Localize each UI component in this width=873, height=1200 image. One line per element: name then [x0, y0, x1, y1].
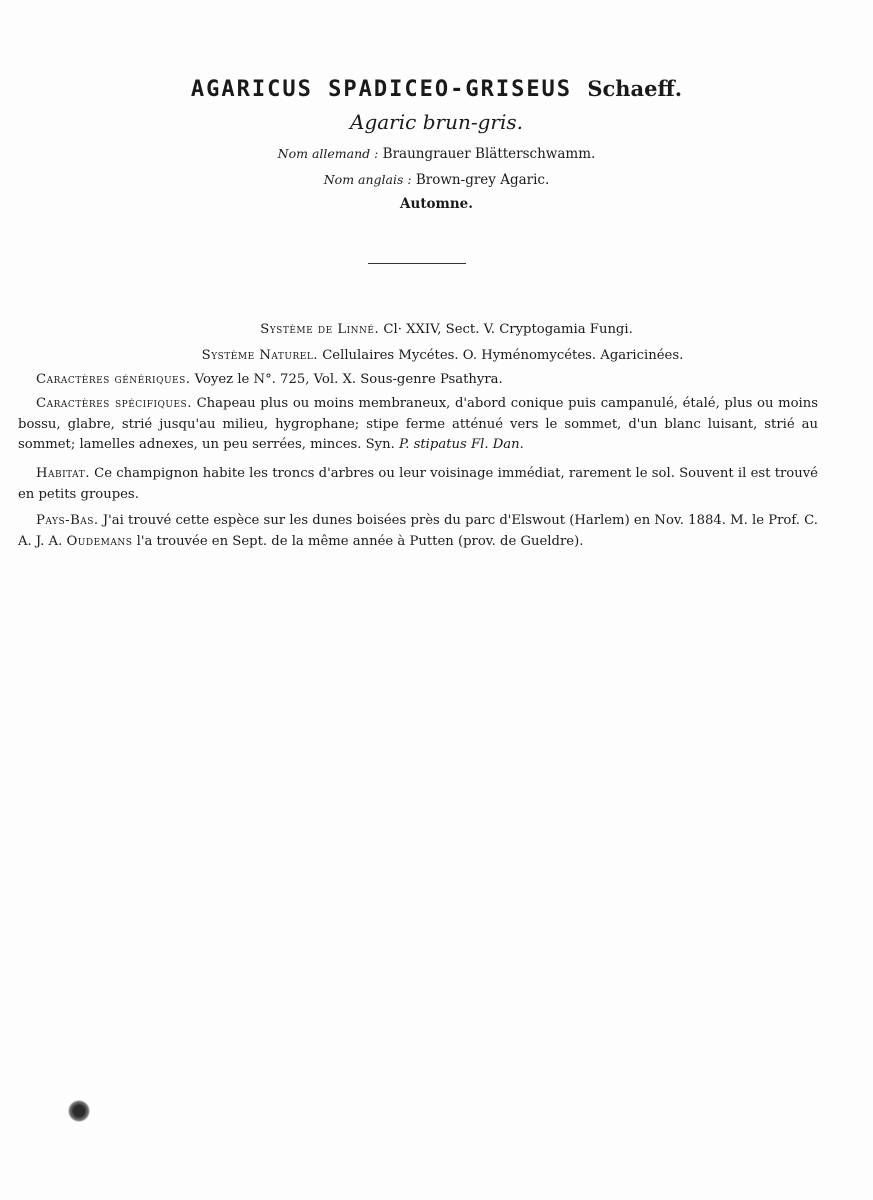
- natural-system-text: Cellulaires Mycétes. O. Hyménomycétes. Agaricinées.: [322, 348, 684, 363]
- linne-system-label: Système de Linné.: [260, 322, 380, 337]
- habitat-paragraph: [18, 464, 818, 505]
- natural-system-label: Système Naturel.: [201, 348, 318, 363]
- german-name-value: Braungrauer Blätterschwamm.: [382, 146, 596, 162]
- section-divider: [368, 263, 466, 264]
- english-name-line: [0, 170, 873, 190]
- species-author: Schaeff.: [587, 76, 683, 101]
- oudemans-name: Oudemans: [66, 533, 133, 549]
- german-name-label: Nom allemand :: [277, 146, 379, 161]
- habitat-label: Habitat.: [36, 466, 90, 481]
- specific-characters-label: Caractères spécifiques.: [36, 396, 192, 411]
- linne-system-paragraph: [0, 320, 873, 341]
- ink-spot: [68, 1100, 90, 1122]
- netherlands-text-after: l'a trouvée en Sept. de la même année à Putten (prov. de Gueldre).: [136, 533, 584, 549]
- english-name-value: Brown-grey Agaric.: [415, 172, 550, 188]
- habitat-text: Ce champignon habite les troncs d'arbres ou leur voisinage immédiat, rarement le sol. Souvent il est trouvé en petits groupes.: [18, 466, 818, 502]
- natural-system-paragraph: [0, 346, 873, 367]
- netherlands-label: Pays-Bas.: [36, 513, 99, 528]
- species-name: AGARICUS SPADICEO-GRISEUS: [190, 77, 573, 102]
- generic-characters-text: Voyez le N°. 725, Vol. X. Sous-genre Psathyra.: [194, 372, 503, 387]
- netherlands-paragraph: [18, 511, 818, 552]
- german-name-line: [0, 144, 873, 164]
- french-name: Agaric brun-gris.: [350, 110, 523, 134]
- specific-characters-paragraph: [18, 394, 818, 456]
- generic-characters-label: Caractères génériques.: [36, 372, 191, 387]
- linne-system-text: Cl· XXIV, Sect. V. Cryptogamia Fungi.: [383, 322, 633, 337]
- netherlands-text-before: J'ai trouvé cette espèce sur les dunes boisées près du parc d'Elswout (Harlem) en Nov. 1884. M. le Prof. C. A. J. A.: [18, 513, 818, 549]
- season: Automne.: [400, 196, 473, 212]
- english-name-label: Nom anglais :: [323, 172, 412, 187]
- specific-characters-text: Chapeau plus ou moins membraneux, d'abord conique puis campanulé, étalé, plus ou moins bossu, glabre, strié jusqu'au milieu, hygrophane; stipe ferme atténué vers le sommet, d'un blanc luisant, strié au sommet; lamelles adnexes, un peu serrées, minces. Syn.: [18, 396, 819, 452]
- synonym: P. stipatus Fl. Dan.: [399, 437, 524, 452]
- generic-characters-paragraph: [36, 370, 816, 391]
- species-title: [0, 74, 873, 105]
